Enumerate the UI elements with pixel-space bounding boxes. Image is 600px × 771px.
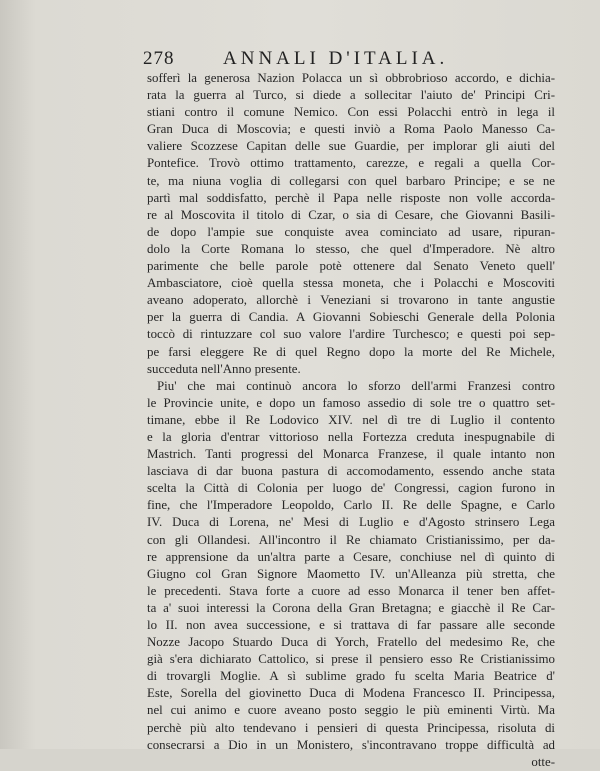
text-line: Giugno col Gran Signore Maometto IV. un'Alleanza più stretta, che: [147, 566, 555, 581]
text-line: rata la guerra al Turco, si diede a sollecitar l'aiuto de' Principi Cri-: [147, 88, 555, 103]
text-line: per la guerra di Candia. A Giovanni Sobieschi Generale della Polonia: [147, 310, 555, 325]
text-line: stiani contro il comune Nemico. Con essi Polacchi entrò in lega il: [147, 105, 555, 120]
text-line: toccò di rintuzzare col suo valore l'ardire Turchesco; e questi poi sep-: [147, 327, 555, 342]
text-line: ta a' suoi interessi la Corona della Gran Bretagna; e giacchè il Re Car-: [147, 600, 555, 615]
text-line: lasciava di dar buona pastura di accomodamento, essendo anche stata: [147, 464, 555, 479]
text-line: de dopo l'ampie sue conquiste avea cominciato ad usare, ripuran-: [147, 224, 555, 239]
text-line: le precedenti. Stava forte a cuore ad esso Monarca il tener ben affet-: [147, 583, 555, 598]
text-line: re al Moscovita il titolo di Czar, o sia di Cesare, che Giovanni Basili-: [147, 207, 555, 222]
text-line: consecrarsi a Dio in un Monistero, s'incontravano troppe difficultà ad: [147, 737, 555, 752]
text-line: Ambasciatore, cioè quella stessa moneta, che i Polacchi e Moscoviti: [147, 276, 555, 291]
text-line: re apprensione da un'altra parte a Cesare, conchiuse nel dì quinto di: [147, 549, 555, 564]
text-line: timane, ebbe il Re Lodovico XIV. nel dì tre di Luglio il contento: [147, 412, 555, 427]
page-header: [143, 42, 558, 70]
text-line: nel cui animo e cuore aveano posto seggio le più eminenti Virtù. Ma: [147, 703, 555, 718]
paragraph: [147, 70, 555, 378]
text-line: scelta la Città di Colonia per luogo de' Congressi, cagion furono in: [147, 481, 555, 496]
text-line: già s'era dichiarato Cattolico, si prese il pensiero esso Re Cristianissimo: [147, 652, 555, 667]
text-line: Gran Duca di Moscovia; e questi inviò a Roma Paolo Manesso Ca-: [147, 122, 555, 137]
paragraph: [147, 378, 555, 754]
text-line: pe farsi eleggere Re di quel Regno dopo la morte del Re Michele,: [147, 344, 555, 359]
text-line: aveano adoperato, allorchè i Veneziani si trovarono in tante angustie: [147, 293, 555, 308]
text-line: valiere Scozzese Capitan delle sue Guardie, per implorar gli aiuti del: [147, 139, 555, 154]
text-line: parimente che belle parole potè ottenere dal Senato Veneto quell': [147, 259, 555, 274]
text-line: te, ma niuna voglia di collegarsi con quel barbaro Principe; e se ne: [147, 173, 555, 188]
text-line: IV. Duca di Lorena, ne' Mesi di Luglio e d'Agosto strinsero Lega: [147, 515, 555, 530]
page-number: 278: [143, 48, 175, 69]
text-line: Pontefice. Trovò ottimo trattamento, carezze, e regali a quella Cor-: [147, 156, 555, 171]
text-line: lo II. non avea successione, e si trattava di far passare alle seconde: [147, 618, 555, 632]
text-line: partì mal soddisfatto, perchè il Papa nelle risposte non volle accorda-: [147, 190, 555, 205]
text-line: Mastrich. Tanti progressi del Monarca Franzese, il quale intanto non: [147, 447, 555, 462]
text-line: e la gloria d'entrar vittorioso nella Fortezza creduta inespugnabile di: [147, 429, 555, 444]
text-line: Nozze Jacopo Stuardo Duca di Yorch, Fratello del medesimo Re, che: [147, 635, 555, 650]
body-text: [147, 70, 555, 771]
text-line: Piu' che mai continuò ancora lo sforzo dell'armi Franzesi contro: [157, 378, 555, 393]
text-line: con gli Ollandesi. All'incontro il Re chiamato Cristianissimo, per da-: [147, 532, 555, 547]
text-line: sofferì la generosa Nazion Polacca un sì obbrobrioso accordo, e dichia-: [147, 71, 555, 85]
catchword: otte-: [531, 754, 555, 769]
text-line: fine, che l'Imperadore Leopoldo, Carlo II. Re delle Spagne, e Carlo: [147, 498, 555, 513]
text-line: di trovargli Moglie. A sì sublime grado fu scelta Maria Beatrice d': [147, 669, 555, 684]
text-line: le Provincie unite, e dopo un famoso assedio di sole tre o quattro set-: [147, 395, 555, 410]
running-head: ANNALI D'ITALIA.: [223, 48, 449, 69]
text-line: dolo la Corte Romana lo stesso, che quel d'Imperadore. Nè altro: [147, 241, 555, 256]
text-line: perchè più alto tendevano i pensieri di questa Principessa, risoluta di: [147, 720, 555, 735]
text-line: Este, Sorella del giovinetto Duca di Modena Francesco II. Principessa,: [147, 686, 555, 701]
text-line: succeduta nell'Anno presente.: [147, 361, 301, 376]
